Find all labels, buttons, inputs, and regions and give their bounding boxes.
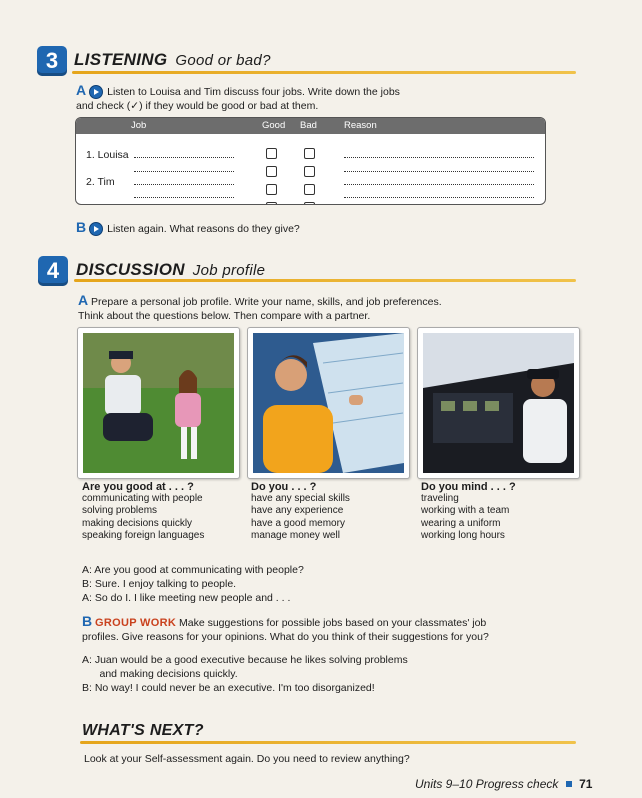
part-b-instructions [76,220,300,236]
bad-checkboxes [304,146,314,205]
reason-write-line[interactable] [344,170,534,172]
good-checkbox[interactable] [266,166,277,177]
reason-write-line[interactable] [344,156,534,158]
part-letter: B [82,613,93,629]
section-title [74,50,271,70]
bad-checkbox[interactable] [304,202,315,205]
header-good: Good [262,120,286,131]
group-work-label: GROUP WORK [95,617,177,629]
good-checkboxes [266,146,276,205]
photo-police-officer [77,327,240,479]
heading-rule [72,71,576,74]
column-heading: Are you good at . . . ? [82,481,194,493]
list-item: have any experience [251,505,344,517]
instruction-line-1: Make suggestions for possible jobs based on your classmates' job [179,617,487,629]
audio-icon[interactable] [89,85,103,99]
list-item: wearing a uniform [421,517,501,529]
header-reason: Reason [344,120,377,131]
good-checkbox[interactable] [266,148,277,159]
square-bullet-icon [566,781,572,787]
section-title [76,260,265,280]
dialog-line: A: Juan would be a good executive because he likes solving problems [82,654,408,666]
section-heading: LISTENING [74,50,168,69]
list-item: communicating with people [82,493,203,504]
footer-label: Units 9–10 Progress check [415,777,559,791]
bad-checkbox[interactable] [304,148,315,159]
instruction-line-2: Think about the questions below. Then compare with a partner. [78,310,371,322]
part-a-instructions [78,293,578,323]
instruction-line-2: profiles. Give reasons for your opinions. What do you think of their suggestions for you? [82,631,489,643]
example-dialog [82,563,582,605]
list-item: speaking foreign languages [82,530,205,542]
good-checkbox[interactable] [266,202,277,205]
photo-engineer-drawing [247,327,410,479]
part-letter: A [78,292,89,308]
table-header [76,118,545,134]
instruction-line-1: Listen to Louisa and Tim discuss four jobs. Write down the jobs [107,86,400,98]
list-item: traveling [421,493,459,504]
dialog-line: B: No way! I could never be an executive. I'm too disorganized! [82,682,375,694]
part-a-instructions [76,83,576,113]
question-column-1 [82,481,242,543]
heading-rule [80,741,576,744]
section-subtitle: Good or bad? [175,52,271,69]
reason-write-line[interactable] [344,183,534,185]
photo-airline-pilot [417,327,580,479]
page-footer [415,777,592,791]
section-subtitle: Job profile [192,262,266,279]
job-write-line[interactable] [134,183,234,185]
reason-write-line[interactable] [344,196,534,198]
dialog-line: B: Sure. I enjoy talking to people. [82,578,237,590]
whats-next-title: WHAT'S NEXT? [82,722,204,739]
question-column-2 [251,481,411,543]
list-item: making decisions quickly [82,517,193,529]
dialog-line: and making decisions quickly. [82,668,238,680]
part-letter: A [76,82,87,98]
part-letter: B [76,219,87,235]
list-item: working long hours [421,530,505,542]
header-job: Job [131,120,147,131]
section-heading: DISCUSSION [76,260,185,279]
column-heading: Do you mind . . . ? [421,481,516,493]
question-column-3 [421,481,571,543]
part-b-instructions [82,614,582,644]
list-item: manage money well [251,530,340,542]
good-checkbox[interactable] [266,184,277,195]
job-write-line[interactable] [134,196,234,198]
section-number-badge: 4 [38,256,68,286]
job-table [75,117,546,205]
table-row-label: 2. Tim [86,176,115,188]
list-item: working with a team [421,505,510,517]
list-item: have a good memory [251,517,345,529]
list-item: have any special skills [251,493,350,504]
table-row-label: 1. Louisa [86,149,129,161]
job-write-line[interactable] [134,170,234,172]
page-number: 71 [579,777,593,791]
instruction-text: Listen again. What reasons do they give? [107,223,300,235]
dialog-line: A: Are you good at communicating with people? [82,564,304,576]
instruction-line-1: Prepare a personal job profile. Write your name, skills, and job preferences. [91,296,442,308]
bad-checkbox[interactable] [304,184,315,195]
heading-rule [74,279,576,282]
bad-checkbox[interactable] [304,166,315,177]
column-heading: Do you . . . ? [251,481,317,493]
example-dialog [82,653,582,695]
dialog-line: A: So do I. I like meeting new people and . . . [82,592,291,604]
audio-icon[interactable] [89,222,103,236]
header-bad: Bad [300,120,317,131]
section-number-badge: 3 [37,46,67,76]
list-item: solving problems [82,505,158,517]
instruction-line-2: and check (✓) if they would be good or bad at them. [76,100,319,113]
job-write-line[interactable] [134,156,234,158]
whats-next-text: Look at your Self-assessment again. Do you need to review anything? [84,753,410,765]
